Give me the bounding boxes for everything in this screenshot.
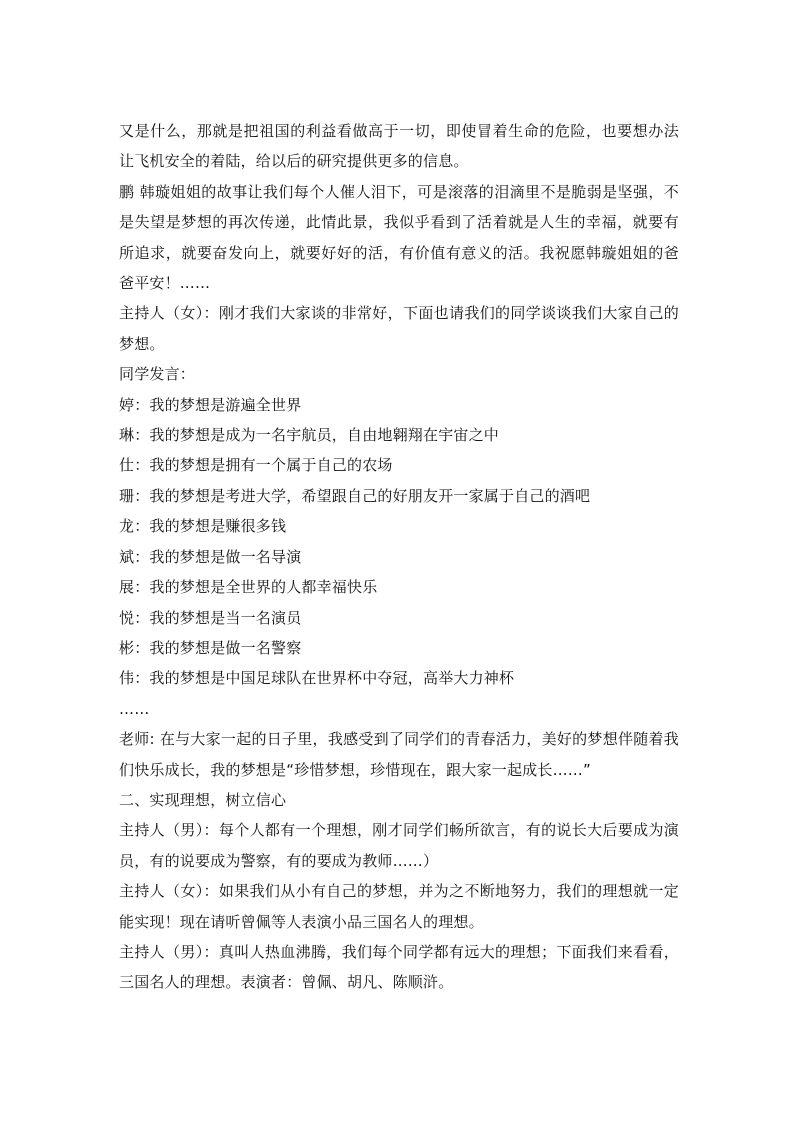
paragraph: 展：我的梦想是全世界的人都幸福快乐 [119, 578, 378, 597]
paragraph: 主持人（男）：真叫人热血沸腾，我们每个同学都有远大的理想；下面我们来看看，三国名人的理想。表演者：曾佩、胡凡、陈顺浒。 [119, 942, 679, 992]
paragraph: 仕：我的梦想是拥有一个属于自己的农场 [119, 456, 393, 475]
paragraph: 斌：我的梦想是做一名导演 [119, 547, 302, 566]
paragraph: 同学发言： [119, 365, 196, 384]
paragraph: 彬：我的梦想是做一名警察 [119, 638, 302, 657]
paragraph: 伟：我的梦想是中国足球队在世界杯中夺冠，高举大力神杯 [119, 669, 515, 688]
paragraph: 老师: 在与大家一起的日子里，我感受到了同学们的青春活力，美好的梦想伴随着我们快乐成长，我的梦想是“珍惜梦想，珍惜现在，跟大家一起成长……” [119, 730, 679, 779]
section-heading: 二、实现理想，树立信心 [119, 790, 287, 809]
paragraph: 主持人（女）：如果我们从小有自己的梦想，并为之不断地努力，我们的理想就一定能实现！现在请听曾佩等人表演小品三国名人的理想。 [119, 882, 679, 931]
paragraph: 主持人（女）：刚才我们大家谈的非常好，下面也请我们的同学谈谈我们大家自己的梦想。 [119, 304, 679, 353]
paragraph: 鹏 韩璇姐姐的故事让我们每个人催人泪下，可是滚落的泪滴里不是脆弱是坚强，不是失望是梦想的再次传递，此情此景，我似乎看到了活着就是人生的幸福，就要有所追求，就要奋发向上，就要好好的活，有价值有意义的活。我祝愿韩璇姐姐的爸爸平安！…… [119, 182, 679, 293]
paragraph: 悦：我的梦想是当一名演员 [119, 608, 302, 627]
paragraph: 珊：我的梦想是考进大学，希望跟自己的好朋友开一家属于自己的酒吧 [119, 486, 591, 505]
paragraph: 主持人（男）：每个人都有一个理想，刚才同学们畅所欲言，有的说长大后要成为演员，有的说要成为警察，有的要成为教师……） [119, 821, 679, 870]
paragraph: …… [119, 699, 150, 718]
paragraph: 婷：我的梦想是游遍全世界 [119, 395, 302, 414]
paragraph: 琳：我的梦想是成为一名宇航员，自由地翱翔在宇宙之中 [119, 426, 500, 445]
document-body [119, 116, 679, 998]
paragraph: 又是什么，那就是把祖国的利益看做高于一切，即使冒着生命的危险，也要想办法让飞机安全的着陆，给以后的研究提供更多的信息。 [119, 122, 679, 171]
paragraph: 龙：我的梦想是赚很多钱 [119, 517, 287, 536]
